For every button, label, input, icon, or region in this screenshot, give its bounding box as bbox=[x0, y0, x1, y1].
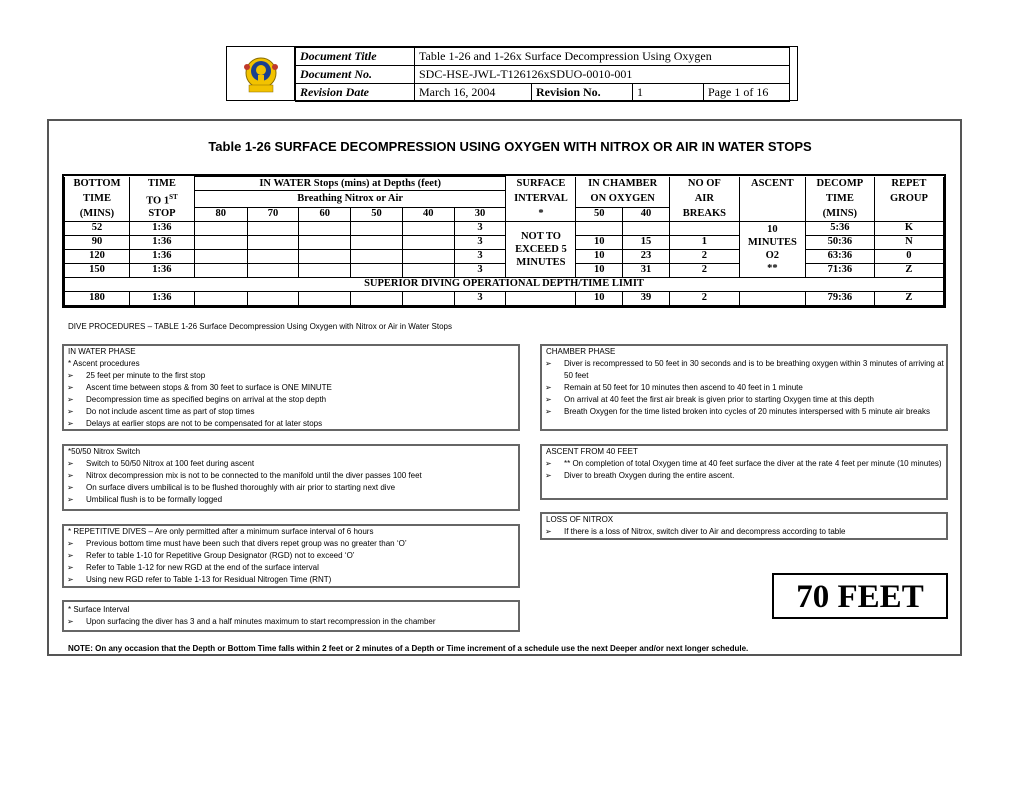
table-row bbox=[65, 235, 944, 249]
company-logo bbox=[227, 47, 295, 100]
stop-30: 3 bbox=[454, 235, 506, 249]
depth-label: 70 FEET bbox=[772, 573, 948, 619]
doc-number-label: Document No. bbox=[296, 66, 415, 84]
list-item: ➢ On surface divers umbilical is to be flushed thoroughly with air prior to starting next dive bbox=[64, 482, 518, 494]
revision-no-label: Revision No. bbox=[532, 84, 633, 102]
hdr-in-water: IN WATER Stops (mins) at Depths (feet) bbox=[194, 177, 506, 191]
hdr-repet-1: REPET bbox=[874, 177, 943, 191]
loss-nitrox-box bbox=[540, 512, 948, 540]
chamber-40: 39 bbox=[623, 291, 670, 305]
decomp-time: 50:36 bbox=[805, 235, 874, 249]
table-row bbox=[65, 263, 944, 277]
surface-interval-box bbox=[62, 600, 520, 632]
depth-80: 80 bbox=[194, 207, 247, 221]
bottom-time: 180 bbox=[65, 291, 130, 305]
air-breaks bbox=[669, 221, 739, 235]
ascent-note-4: ** bbox=[767, 263, 778, 274]
hdr-repet-3 bbox=[874, 207, 943, 221]
hdr-ascent-blank bbox=[739, 191, 805, 208]
list-item: ➢ Breath Oxygen for the time listed broken into cycles of 20 minutes interspersed with 5 minute air breaks bbox=[542, 406, 946, 418]
hdr-decomp-1: DECOMP bbox=[805, 177, 874, 191]
chamber-phase-box bbox=[540, 344, 948, 431]
decomp-time: 79:36 bbox=[805, 291, 874, 305]
hdr-time-2-text: TO 1 bbox=[146, 195, 170, 206]
ascent-note-2: MINUTES bbox=[747, 237, 797, 248]
decomp-time: 63:36 bbox=[805, 249, 874, 263]
surface-note-3: MINUTES bbox=[516, 256, 566, 268]
hdr-breaks-3: BREAKS bbox=[669, 207, 739, 221]
hdr-bottom-1: BOTTOM bbox=[65, 177, 130, 191]
repet-group: 0 bbox=[874, 249, 943, 263]
ascent-note bbox=[739, 221, 805, 277]
table-row bbox=[65, 249, 944, 263]
hdr-repet-2: GROUP bbox=[874, 191, 943, 208]
decomp-time: 71:36 bbox=[805, 263, 874, 277]
hdr-breaks-1: NO OF bbox=[669, 177, 739, 191]
decomp-time: 5:36 bbox=[805, 221, 874, 235]
hdr-time-2-sup: ST bbox=[169, 192, 178, 201]
air-breaks: 1 bbox=[669, 235, 739, 249]
stop-30: 3 bbox=[454, 249, 506, 263]
chamber-40 bbox=[623, 221, 670, 235]
chamber-40: 23 bbox=[623, 249, 670, 263]
chamber-50: 10 bbox=[576, 235, 623, 249]
superior-limit-row: SUPERIOR DIVING OPERATIONAL DEPTH/TIME LIMIT bbox=[65, 277, 944, 291]
time-to-first-stop: 1:36 bbox=[129, 263, 194, 277]
bottom-time: 150 bbox=[65, 263, 130, 277]
page-title: Table 1-26 SURFACE DECOMPRESSION USING OXYGEN WITH NITROX OR AIR IN WATER STOPS bbox=[208, 139, 812, 154]
bottom-time: 90 bbox=[65, 235, 130, 249]
in-water-heading: IN WATER PHASE bbox=[68, 347, 136, 356]
repet-group: Z bbox=[874, 291, 943, 305]
ascent-note-1: 10 bbox=[767, 224, 778, 235]
hdr-chamber-1: IN CHAMBER bbox=[576, 177, 669, 191]
stop-30: 3 bbox=[454, 263, 506, 277]
decompression-table bbox=[62, 174, 946, 308]
bottom-time: 52 bbox=[65, 221, 130, 235]
document-info-table bbox=[295, 47, 790, 102]
revision-no-value: 1 bbox=[633, 84, 704, 102]
repet-group: K bbox=[874, 221, 943, 235]
repetitive-heading: * REPETITIVE DIVES – Are only permitted after a minimum surface interval of 6 hours bbox=[68, 527, 374, 536]
table-row bbox=[65, 291, 944, 305]
time-to-first-stop: 1:36 bbox=[129, 221, 194, 235]
chamber-depth-50: 50 bbox=[576, 207, 623, 221]
time-to-first-stop: 1:36 bbox=[129, 235, 194, 249]
surface-interval-heading: * Surface Interval bbox=[68, 605, 130, 614]
repet-group: N bbox=[874, 235, 943, 249]
document-header bbox=[226, 46, 798, 101]
hdr-surface-1: SURFACE bbox=[506, 177, 576, 191]
depth-50: 50 bbox=[351, 207, 403, 221]
hdr-time-1: TIME bbox=[129, 177, 194, 191]
chamber-50: 10 bbox=[576, 291, 623, 305]
list-item: ➢ Refer to Table 1-12 for new RGD at the end of the surface interval bbox=[64, 562, 518, 574]
surface-interval-note bbox=[506, 221, 576, 277]
list-item: ➢ If there is a loss of Nitrox, switch diver to Air and decompress according to table bbox=[542, 526, 946, 538]
page-number: Page 1 of 16 bbox=[704, 84, 790, 102]
time-to-first-stop: 1:36 bbox=[129, 291, 194, 305]
list-item: ➢ Nitrox decompression mix is not to be connected to the manifold until the diver passes 100 feet bbox=[64, 470, 518, 482]
doc-title-label: Document Title bbox=[296, 48, 415, 66]
air-breaks: 2 bbox=[669, 263, 739, 277]
repet-group: Z bbox=[874, 263, 943, 277]
air-breaks: 2 bbox=[669, 291, 739, 305]
chamber-40: 15 bbox=[623, 235, 670, 249]
depth-30: 30 bbox=[454, 207, 506, 221]
hdr-breathing: Breathing Nitrox or Air bbox=[194, 191, 506, 208]
hdr-decomp-2: TIME bbox=[805, 191, 874, 208]
hdr-time-3: STOP bbox=[129, 207, 194, 221]
hdr-surface-2: INTERVAL bbox=[506, 191, 576, 208]
stop-30: 3 bbox=[454, 221, 506, 235]
surface-note-1: NOT TO bbox=[520, 230, 561, 242]
list-item: ➢ Upon surfacing the diver has 3 and a half minutes maximum to start recompression in the chamber bbox=[64, 616, 518, 628]
hdr-chamber-2: ON OXYGEN bbox=[576, 191, 669, 208]
hdr-decomp-3: (MINS) bbox=[805, 207, 874, 221]
chamber-50: 10 bbox=[576, 263, 623, 277]
list-item: ➢ On arrival at 40 feet the first air break is given prior to starting Oxygen time at this depth bbox=[542, 394, 946, 406]
hdr-time-2 bbox=[129, 191, 194, 208]
ascent-40-box bbox=[540, 444, 948, 500]
list-item: ➢ 25 feet per minute to the first stop bbox=[64, 370, 518, 382]
revision-date-label: Revision Date bbox=[296, 84, 415, 102]
list-item: ➢ Remain at 50 feet for 10 minutes then ascend to 40 feet in 1 minute bbox=[542, 382, 946, 394]
revision-date-value: March 16, 2004 bbox=[415, 84, 532, 102]
hdr-bottom-2: TIME bbox=[65, 191, 130, 208]
doc-number-value: SDC-HSE-JWL-T126126xSDUO-0010-001 bbox=[415, 66, 790, 84]
chamber-40: 31 bbox=[623, 263, 670, 277]
loss-heading: LOSS OF NITROX bbox=[546, 515, 614, 524]
table-row bbox=[65, 221, 944, 235]
air-breaks: 2 bbox=[669, 249, 739, 263]
hdr-surface-3: * bbox=[506, 207, 576, 221]
hdr-ascent-blank-2 bbox=[739, 207, 805, 221]
hdr-ascent: ASCENT bbox=[739, 177, 805, 191]
depth-40: 40 bbox=[402, 207, 454, 221]
time-to-first-stop: 1:36 bbox=[129, 249, 194, 263]
ascent-note-3: O2 bbox=[765, 250, 780, 261]
list-item: ➢ Decompression time as specified begins on arrival at the stop depth bbox=[64, 394, 518, 406]
stop-30: 3 bbox=[454, 291, 506, 305]
bottom-time: 120 bbox=[65, 249, 130, 263]
list-item: ➢ Diver is recompressed to 50 feet in 30 seconds and is to be breathing oxygen within 3 minutes of arriving at 50 feet bbox=[542, 358, 946, 382]
chamber-heading: CHAMBER PHASE bbox=[546, 347, 616, 356]
in-water-phase-box bbox=[62, 344, 520, 431]
nitrox-heading: *50/50 Nitrox Switch bbox=[68, 447, 141, 456]
hdr-bottom-3: (MINS) bbox=[65, 207, 130, 221]
list-item: ➢ ** On completion of total Oxygen time at 40 feet surface the diver at the rate 4 feet per minute (10 minutes) bbox=[542, 458, 946, 470]
doc-title-value: Table 1-26 and 1-26x Surface Decompression Using Oxygen bbox=[415, 48, 790, 66]
list-item: ➢ Switch to 50/50 Nitrox at 100 feet during ascent bbox=[64, 458, 518, 470]
depth-60: 60 bbox=[299, 207, 351, 221]
repetitive-dives-box bbox=[62, 524, 520, 588]
hdr-breaks-2: AIR bbox=[669, 191, 739, 208]
list-item: ➢ Delays at earlier stops are not to be compensated for at later stops bbox=[64, 418, 518, 430]
list-item: ➢ Ascent time between stops & from 30 feet to surface is ONE MINUTE bbox=[64, 382, 518, 394]
footer-note: NOTE: On any occasion that the Depth or Bottom Time falls within 2 feet or 2 minutes of a Depth or Time increment of a schedule use the next Deeper and/or next longer schedule. bbox=[68, 644, 749, 653]
chamber-50: 10 bbox=[576, 249, 623, 263]
list-item: * Ascent procedures bbox=[68, 359, 140, 368]
procedures-heading: DIVE PROCEDURES – TABLE 1-26 Surface Decompression Using Oxygen with Nitrox or Air in Water Stops bbox=[68, 322, 452, 331]
list-item: ➢ Diver to breath Oxygen during the entire ascent. bbox=[542, 470, 946, 482]
chamber-50 bbox=[576, 221, 623, 235]
list-item: ➢ Umbilical flush is to be formally logged bbox=[64, 494, 518, 506]
depth-70: 70 bbox=[247, 207, 299, 221]
ascent40-heading: ASCENT FROM 40 FEET bbox=[546, 447, 638, 456]
surface-note-2: EXCEED 5 bbox=[515, 243, 567, 255]
list-item: ➢ Refer to table 1-10 for Repetitive Group Designator (RGD) not to exceed ‘O’ bbox=[64, 550, 518, 562]
list-item: ➢ Previous bottom time must have been such that divers repet group was no greater than ‘O’ bbox=[64, 538, 518, 550]
list-item: ➢ Using new RGD refer to Table 1-13 for Residual Nitrogen Time (RNT) bbox=[64, 574, 518, 586]
chamber-depth-40: 40 bbox=[623, 207, 670, 221]
list-item: ➢ Do not include ascent time as part of stop times bbox=[64, 406, 518, 418]
nitrox-switch-box bbox=[62, 444, 520, 511]
